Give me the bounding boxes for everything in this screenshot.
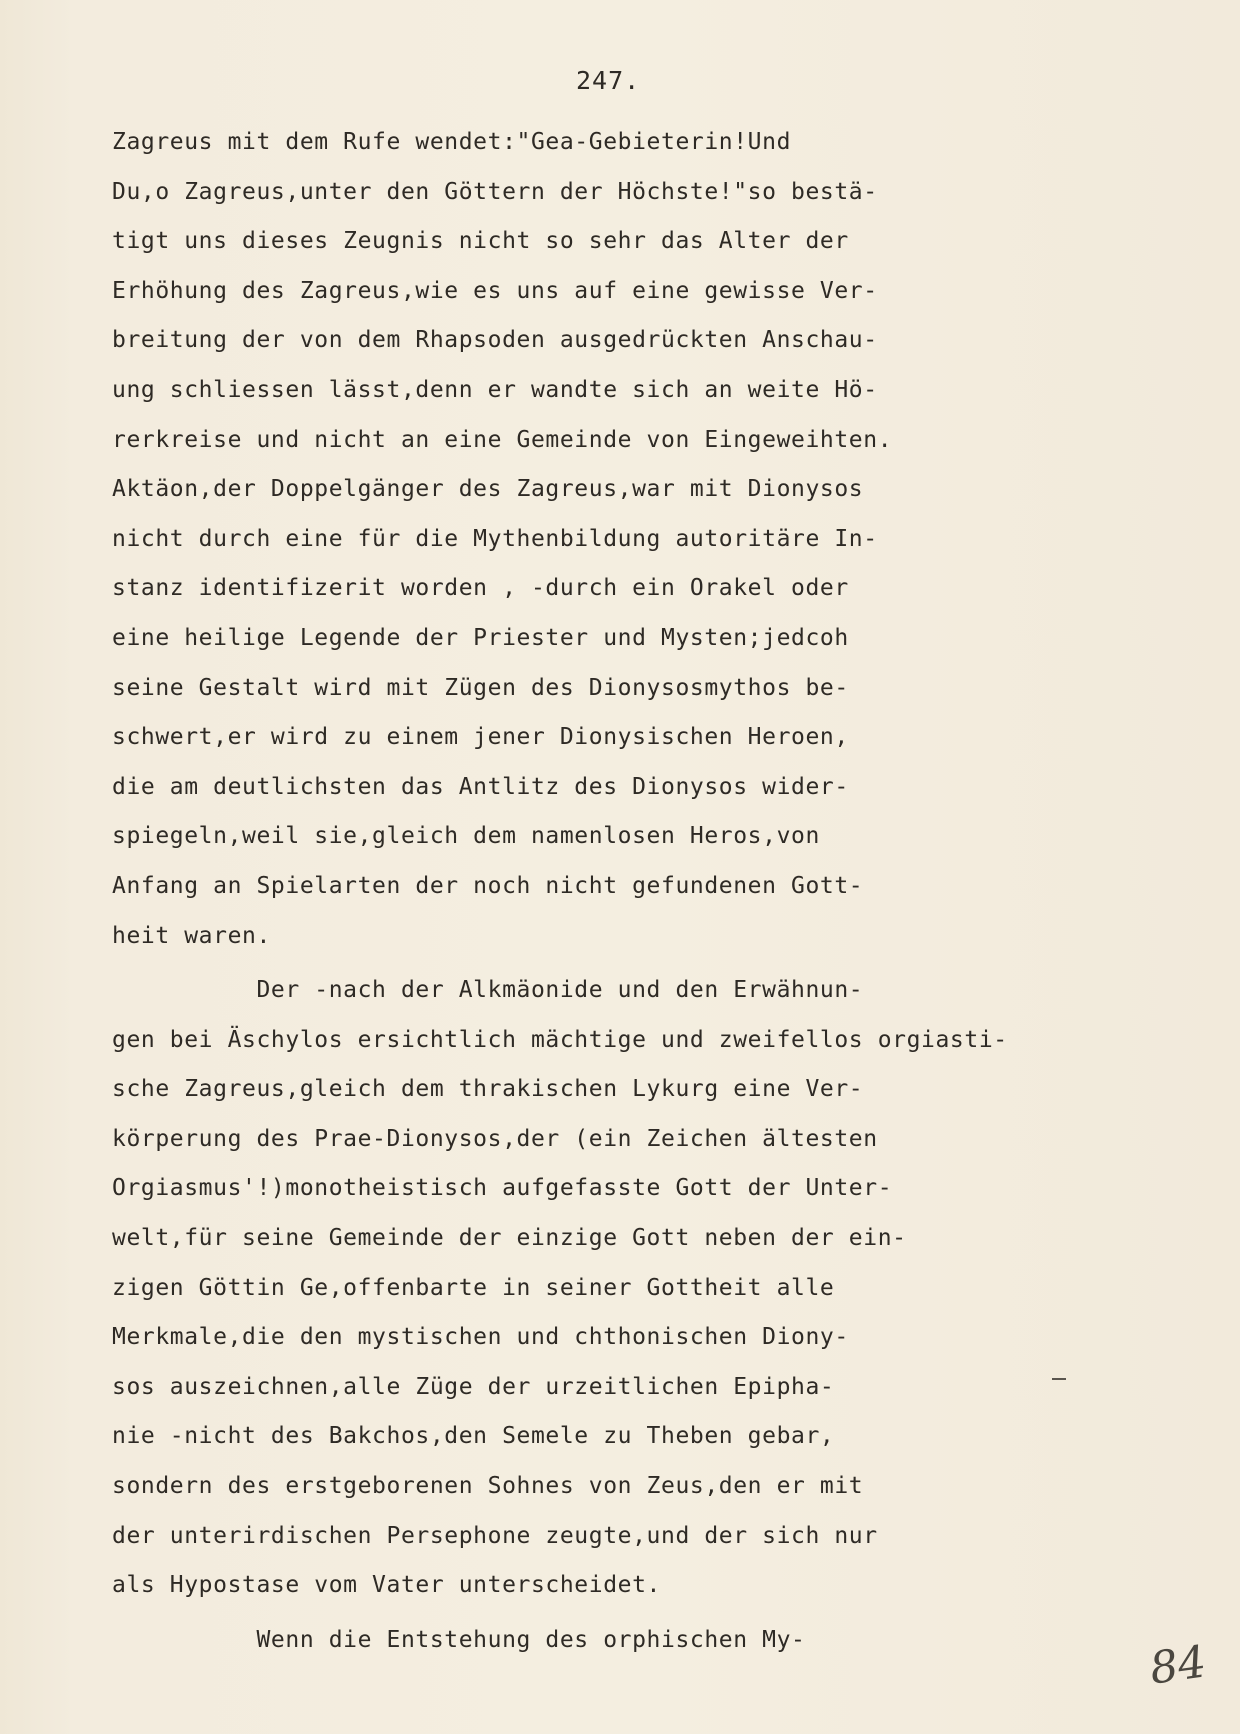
text-line: tigt uns dieses Zeugnis nicht so sehr das Alter der xyxy=(112,228,849,255)
text-line: ung schliessen lässt,denn er wandte sich an weite Hö- xyxy=(112,376,878,403)
text-line: seine Gestalt wird mit Zügen des Dionysosmythos be- xyxy=(112,674,849,701)
text-line: sche Zagreus,gleich dem thrakischen Lykurg eine Ver- xyxy=(112,1076,864,1103)
text-line: eine heilige Legende der Priester und Mysten;jedcoh xyxy=(112,624,849,651)
text-line: Orgiasmus'!)monotheistisch aufgefasste Gott der Unter- xyxy=(112,1175,893,1202)
text-line: sos auszeichnen,alle Züge der urzeitlichen Epipha- xyxy=(112,1373,835,1400)
page-number: 247. xyxy=(576,66,641,95)
margin-dash xyxy=(1052,1378,1066,1380)
text-line: rerkreise und nicht an eine Gemeinde von Eingeweihten. xyxy=(112,426,893,453)
text-line: welt,für seine Gemeinde der einzige Gott neben der ein- xyxy=(112,1225,907,1252)
paragraph-start-line: Der -nach der Alkmäonide und den Erwähnun- xyxy=(112,977,864,1004)
text-line: als Hypostase vom Vater unterscheidet. xyxy=(112,1572,661,1599)
text-line: zigen Göttin Ge,offenbarte in seiner Gottheit alle xyxy=(112,1274,835,1301)
text-line: Aktäon,der Doppelgänger des Zagreus,war mit Dionysos xyxy=(112,476,864,503)
handwritten-folio-number: 84 xyxy=(1146,1636,1210,1695)
text-line: spiegeln,weil sie,gleich dem namenlosen Heros,von xyxy=(112,823,820,850)
text-line: Du,o Zagreus,unter den Göttern der Höchste!"so bestä- xyxy=(112,178,878,205)
text-line: nicht durch eine für die Mythenbildung autoritäre In- xyxy=(112,525,878,552)
text-line: heit waren. xyxy=(112,922,271,949)
text-line: Zagreus mit dem Rufe wendet:"Gea-Gebieterin!Und xyxy=(112,129,792,155)
text-line: sondern des erstgeborenen Sohnes von Zeus,den er mit xyxy=(112,1473,864,1500)
text-line: schwert,er wird zu einem jener Dionysischen Heroen, xyxy=(112,724,849,751)
text-line: breitung der von dem Rhapsoden ausgedrückten Anschau- xyxy=(112,327,878,354)
body-text xyxy=(112,118,1112,1665)
text-line: die am deutlichsten das Antlitz des Dionysos wider- xyxy=(112,773,849,800)
text-line: stanz identifizerit worden , -durch ein Orakel oder xyxy=(112,575,849,602)
text-line: körperung des Prae-Dionysos,der (ein Zeichen ältesten xyxy=(112,1125,878,1152)
text-line: gen bei Äschylos ersichtlich mächtige und zweifellos orgiasti- xyxy=(112,1026,1008,1053)
text-line: Anfang an Spielarten der noch nicht gefundenen Gott- xyxy=(112,872,864,899)
text-line: nie -nicht des Bakchos,den Semele zu Theben gebar, xyxy=(112,1423,835,1450)
paragraph-start-line: Wenn die Entstehung des orphischen My- xyxy=(112,1626,806,1653)
text-line: Erhöhung des Zagreus,wie es uns auf eine gewisse Ver- xyxy=(112,277,878,304)
text-line: Merkmale,die den mystischen und chthonischen Diony- xyxy=(112,1324,849,1351)
text-line: der unterirdischen Persephone zeugte,und der sich nur xyxy=(112,1522,878,1549)
